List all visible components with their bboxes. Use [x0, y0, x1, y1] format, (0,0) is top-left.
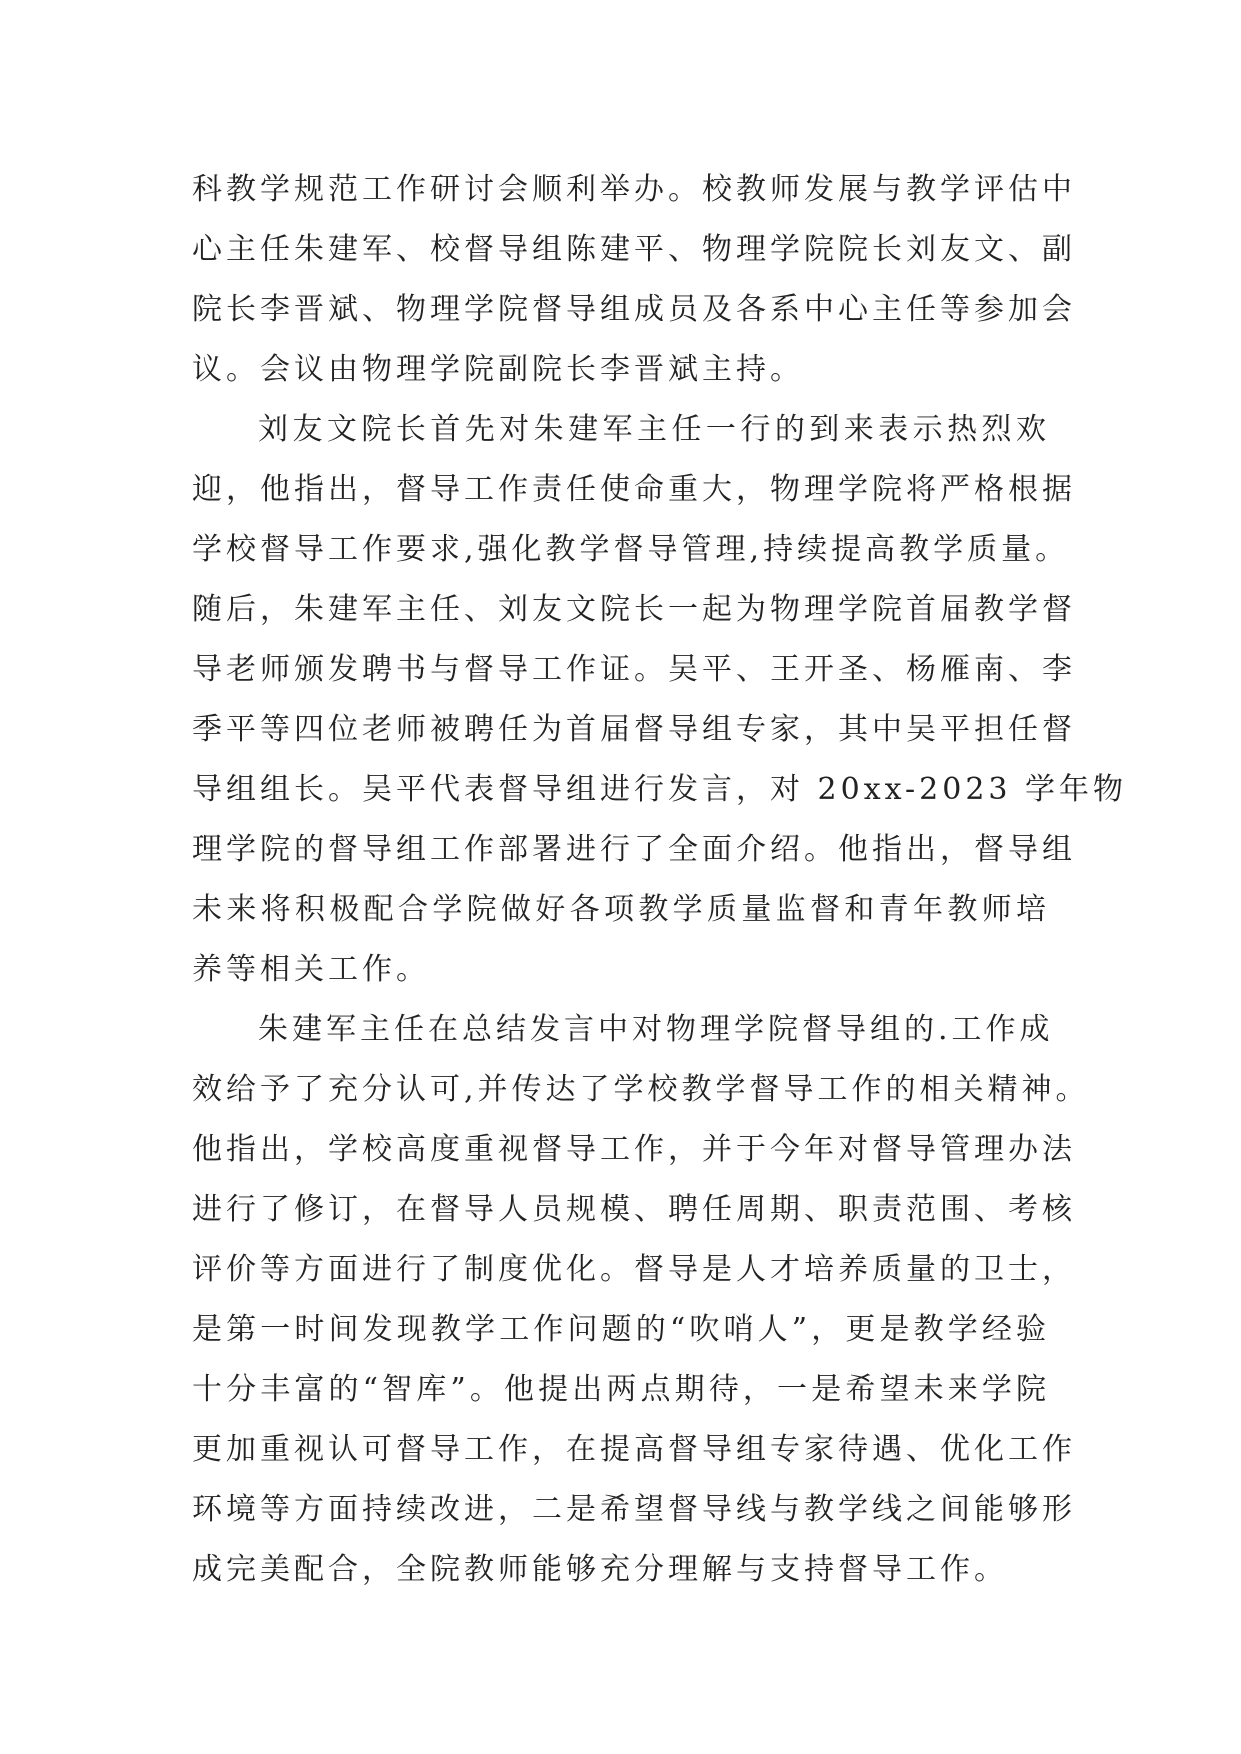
text-line: 导组组长。吴平代表督导组进行发言，对 20xx-2023 学年物 — [192, 772, 1128, 807]
text-line: 科教学规范工作研讨会顺利举办。校教师发展与教学评估中 — [192, 172, 1076, 207]
text-line: 议。会议由物理学院副院长李晋斌主持。 — [192, 352, 804, 387]
text-line: 学校督导工作要求,强化教学督导管理,持续提高教学质量。 — [192, 532, 1070, 567]
text-line: 理学院的督导组工作部署进行了全面介绍。他指出，督导组 — [192, 832, 1076, 867]
text-line: 迎，他指出，督导工作责任使命重大，物理学院将严格根据 — [192, 472, 1076, 507]
text-line: 是第一时间发现教学工作问题的“吹哨人”，更是教学经验 — [192, 1312, 1050, 1347]
text-line: 进行了修订，在督导人员规模、聘任周期、职责范围、考核 — [192, 1192, 1076, 1227]
text-line: 随后，朱建军主任、刘友文院长一起为物理学院首届教学督 — [192, 592, 1076, 627]
text-line: 院长李晋斌、物理学院督导组成员及各系中心主任等参加会 — [192, 292, 1076, 327]
text-line: 未来将积极配合学院做好各项教学质量监督和青年教师培 — [192, 892, 1050, 927]
body-text — [192, 160, 1128, 1600]
text-line: 十分丰富的“智库”。他提出两点期待，一是希望未来学院 — [192, 1372, 1050, 1407]
text-line: 环境等方面持续改进，二是希望督导线与教学线之间能够形 — [192, 1492, 1076, 1527]
text-line: 成完美配合，全院教师能够充分理解与支持督导工作。 — [192, 1552, 1008, 1587]
text-line: 效给予了充分认可,并传达了学校教学督导工作的相关精神。 — [192, 1072, 1090, 1107]
text-line: 朱建军主任在总结发言中对物理学院督导组的.工作成 — [258, 1012, 1054, 1047]
text-line: 导老师颁发聘书与督导工作证。吴平、王开圣、杨雁南、李 — [192, 652, 1076, 687]
text-line: 季平等四位老师被聘任为首届督导组专家，其中吴平担任督 — [192, 712, 1076, 747]
text-line: 刘友文院长首先对朱建军主任一行的到来表示热烈欢 — [258, 412, 1050, 447]
text-line: 养等相关工作。 — [192, 952, 430, 987]
text-line: 心主任朱建军、校督导组陈建平、物理学院院长刘友文、副 — [192, 232, 1076, 267]
text-line: 他指出，学校高度重视督导工作，并于今年对督导管理办法 — [192, 1132, 1076, 1167]
text-line: 更加重视认可督导工作，在提高督导组专家待遇、优化工作 — [192, 1432, 1076, 1467]
text-line: 评价等方面进行了制度优化。督导是人才培养质量的卫士， — [192, 1252, 1076, 1287]
